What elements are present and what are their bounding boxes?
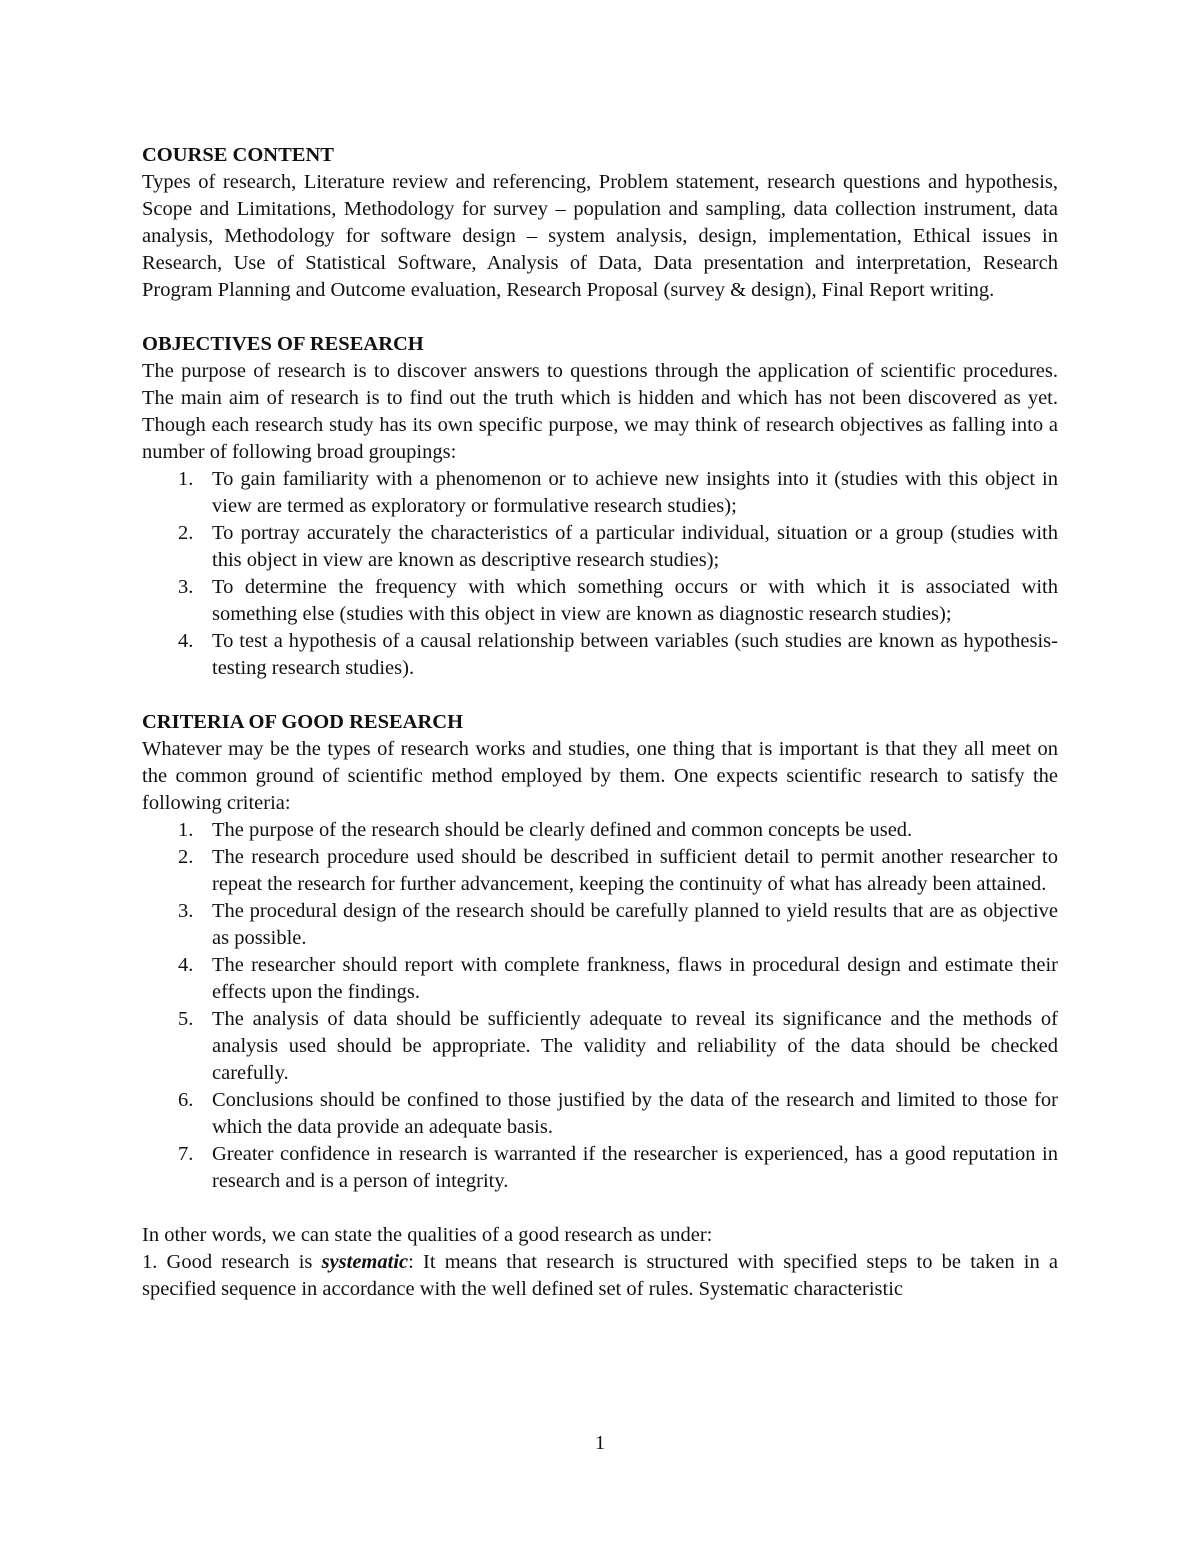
list-item [142,1087,1058,1141]
list-item-number: 4. [178,630,194,652]
objectives-list [142,466,1058,682]
criteria-heading: CRITERIA OF GOOD RESEARCH [142,711,464,733]
closing-section [142,1222,1058,1303]
systematic-point [142,1249,1058,1303]
systematic-text: : It means that research is structured with specified steps to be taken in a specified sequence in accordance with the well defined set of rules. Systematic characteristic [142,1251,1058,1300]
list-item [142,898,1058,952]
list-item-text: The purpose of the research should be clearly defined and common concepts be used. [212,819,913,841]
list-item-number: 7. [178,1143,194,1165]
list-item-number: 1. [178,819,194,841]
criteria-list [142,817,1058,1195]
list-item-number: 5. [178,1008,194,1030]
list-item-text: Greater confidence in research is warranted if the researcher is experienced, has a good reputation in research and is a person of integrity. [212,1143,1058,1192]
course-content-heading: COURSE CONTENT [142,144,334,166]
list-item-text: The analysis of data should be sufficiently adequate to reveal its significance and the methods of analysis used should be appropriate. The validity and reliability of the data should be checked carefully. [212,1008,1058,1084]
page-number: 1 [594,1432,606,1454]
list-item [142,1006,1058,1087]
criteria-section [142,709,1058,1195]
list-item [142,574,1058,628]
list-item [142,1141,1058,1195]
list-item [142,628,1058,682]
list-item [142,844,1058,898]
list-item [142,952,1058,1006]
list-item-text: To portray accurately the characteristics of a particular individual, situation or a group (studies with this object in view are known as descriptive research studies); [212,522,1058,571]
list-item-number: 2. [178,846,194,868]
list-item-number: 2. [178,522,194,544]
list-item-text: To gain familiarity with a phenomenon or to achieve new insights into it (studies with this object in view are termed as exploratory or formulative research studies); [212,468,1058,517]
systematic-prefix: 1. Good research is [142,1251,322,1273]
list-item [142,817,1058,844]
list-item [142,466,1058,520]
objectives-section [142,331,1058,682]
list-item-number: 1. [178,468,194,490]
course-content-section [142,142,1058,304]
list-item-text: The researcher should report with complete frankness, flaws in procedural design and estimate their effects upon the findings. [212,954,1058,1003]
course-content-body: Types of research, Literature review and referencing, Problem statement, research questions and hypothesis, Scope and Limitations, Methodology for survey – population and sampling, data collection instrument, data analysis, Methodology for software design – system analysis, design, implementation, Ethical issues in Research, Use of Statistical Software, Analysis of Data, Data presentation and interpretation, Research Program Planning and Outcome evaluation, Research Proposal (survey & design), Final Report writing. [142,171,1058,301]
list-item-text: The procedural design of the research should be carefully planned to yield results that are as objective as possible. [212,900,1058,949]
list-item-text: Conclusions should be confined to those justified by the data of the research and limited to those for which the data provide an adequate basis. [212,1089,1058,1138]
list-item-number: 6. [178,1089,194,1111]
list-item-text: To determine the frequency with which something occurs or with which it is associated with something else (studies with this object in view are known as diagnostic research studies); [212,576,1058,625]
list-item-text: To test a hypothesis of a causal relationship between variables (such studies are known as hypothesis-testing research studies). [212,630,1058,679]
list-item-text: The research procedure used should be described in sufficient detail to permit another researcher to repeat the research for further advancement, keeping the continuity of what has already been attained. [212,846,1058,895]
list-item-number: 3. [178,576,194,598]
objectives-intro: The purpose of research is to discover answers to questions through the application of scientific procedures. The main aim of research is to find out the truth which is hidden and which has not been discovered as yet. Though each research study has its own specific purpose, we may think of research objectives as falling into a number of following broad groupings: [142,360,1058,463]
objectives-heading: OBJECTIVES OF RESEARCH [142,333,424,355]
systematic-emphasis: systematic [321,1251,409,1273]
criteria-intro: Whatever may be the types of research works and studies, one thing that is important is that they all meet on the common ground of scientific method employed by them. One expects scientific research to satisfy the following criteria: [142,738,1058,814]
list-item-number: 3. [178,900,194,922]
list-item [142,520,1058,574]
closing-intro: In other words, we can state the qualities of a good research as under: [142,1224,713,1246]
list-item-number: 4. [178,954,194,976]
